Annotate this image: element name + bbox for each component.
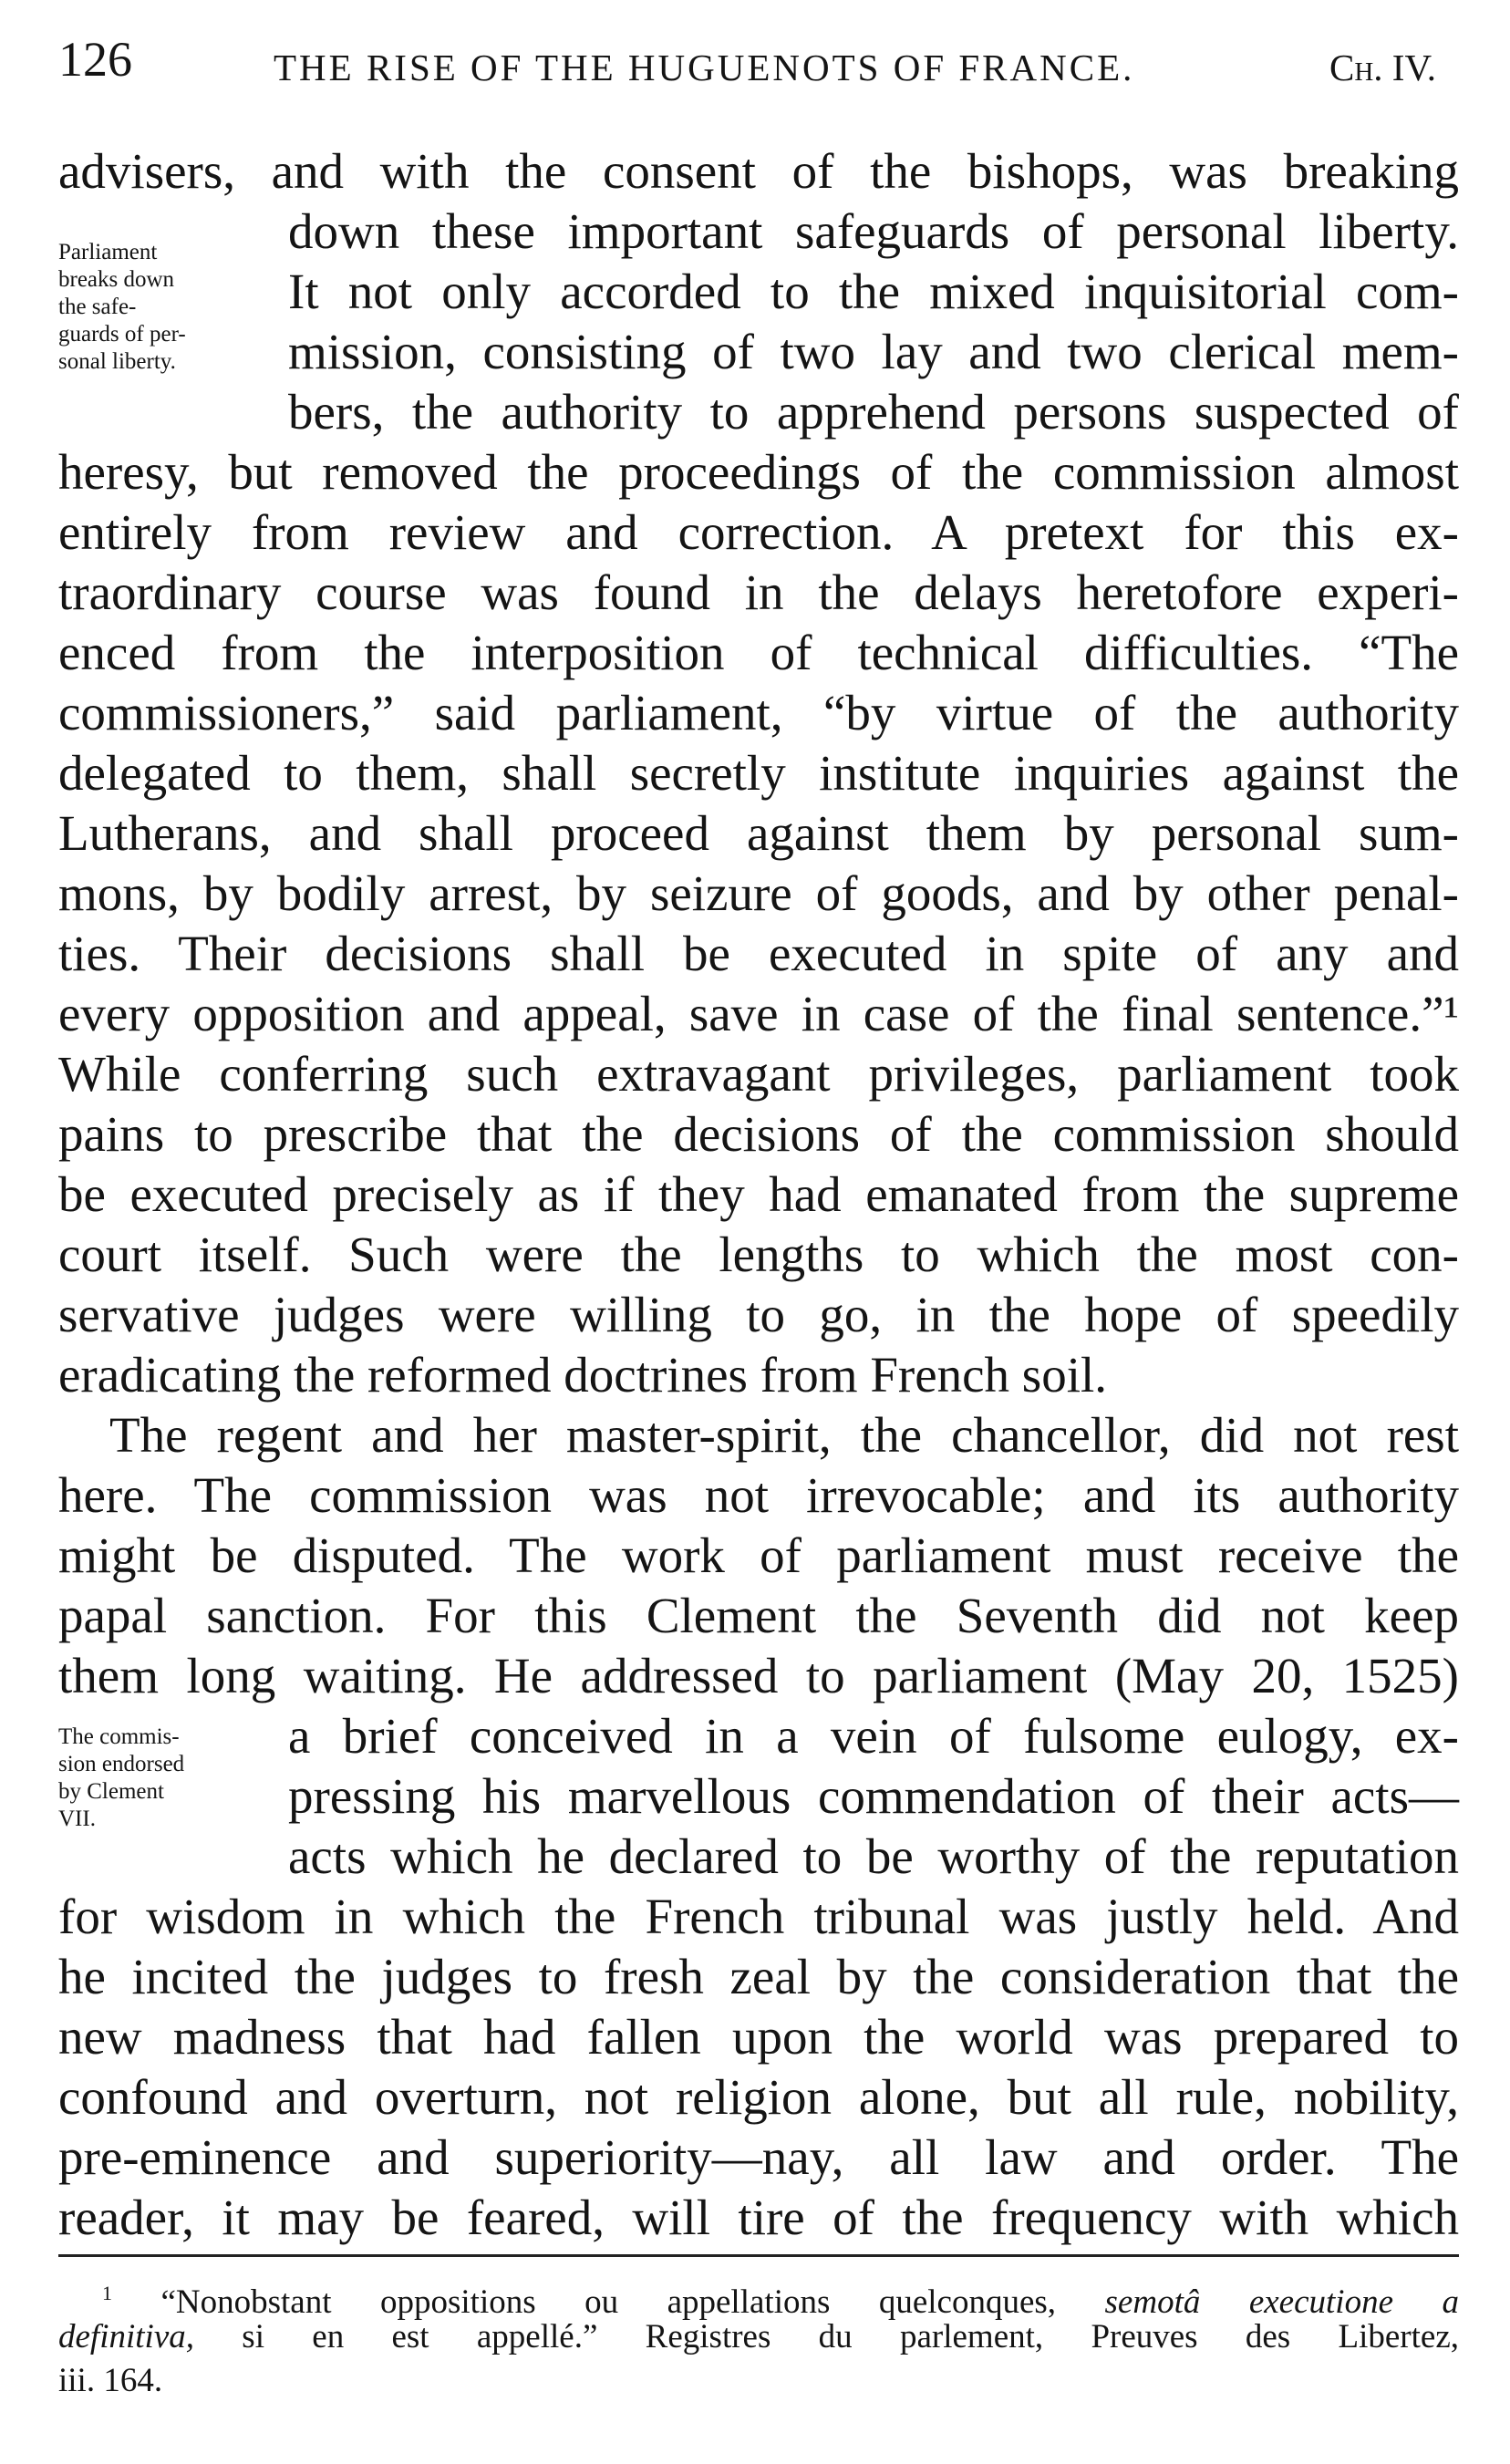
running-header (0, 26, 1510, 89)
body-line: heresy, but removed the proceedings of the commission almost (58, 444, 1459, 500)
body-line: servative judges were willing to go, in the hope of speedily (58, 1287, 1459, 1342)
body-line: acts which he declared to be worthy of the reputation (288, 1828, 1459, 1884)
body-line: for wisdom in which the French tribunal was justly held. And (58, 1889, 1459, 1944)
body-line: pains to prescribe that the decisions of the commission should (58, 1106, 1459, 1162)
body-line: new madness that had fallen upon the world was prepared to (58, 2009, 1459, 2065)
sidenote-clement (58, 1724, 277, 1833)
body-line: enced from the interposition of technical difficulties. “The (58, 625, 1459, 680)
body-line: might be disputed. The work of parliament must receive the (58, 1527, 1459, 1583)
footnote-latin-2: definitiva, (58, 2318, 194, 2355)
body-line: down these important safeguards of personal liberty. (288, 203, 1459, 259)
sidenote-line: sion endorsed (58, 1752, 185, 1776)
body-line: The regent and her master-spirit, the chancellor, did not rest (109, 1407, 1459, 1463)
body-line: mission, consisting of two lay and two clerical mem- (288, 324, 1459, 379)
footnote-marker: 1 (102, 2282, 112, 2304)
body-line: mons, by bodily arrest, by seizure of goods, and by other penal- (58, 865, 1459, 921)
body-line: delegated to them, shall secretly institute inquiries against the (58, 745, 1459, 801)
body-line: here. The commission was not irrevocable; and its authority (58, 1467, 1459, 1523)
body-line: Lutherans, and shall proceed against them by personal sum- (58, 805, 1459, 861)
footnote-citation: si en est appellé.” Registres du parlement, Preuves des Libertez, (194, 2318, 1459, 2355)
body-line: them long waiting. He addressed to parliament (May 20, 1525) (58, 1648, 1459, 1703)
body-line: reader, it may be feared, will tire of the frequency with which (58, 2190, 1459, 2245)
body-line: It not only accorded to the mixed inquisitorial com- (288, 264, 1459, 319)
body-line: court itself. Such were the lengths to which the most con- (58, 1227, 1459, 1282)
sidenote-line: the safe- (58, 295, 137, 319)
chapter-label: Ch. IV. (1329, 47, 1437, 88)
footnote-line (102, 2272, 1459, 2321)
footnote-quote: “Nonobstant oppositions ou appellations quelconques, (160, 2283, 1105, 2321)
body-line: confound and overturn, not religion alone, but all rule, nobility, (58, 2069, 1459, 2125)
body-line: be executed precisely as if they had emanated from the supreme (58, 1166, 1459, 1222)
sidenote-parliament (58, 239, 277, 376)
body-line: commissioners,” said parliament, “by virtue of the authority (58, 685, 1459, 740)
body-line: pre-eminence and superiority—nay, all law and order. The (58, 2129, 1459, 2185)
body-line: pressing his marvellous commendation of their acts— (288, 1768, 1459, 1824)
footnote-rule (58, 2254, 1459, 2257)
sidenote-line: VII. (58, 1807, 96, 1831)
body-line: ties. Their decisions shall be executed in spite of any and (58, 926, 1459, 981)
body-line: papal sanction. For this Clement the Seventh did not keep (58, 1588, 1459, 1643)
body-line: every opposition and appeal, save in case of the final sentence.”¹ (58, 986, 1459, 1041)
body-line: traordinary course was found in the delays heretofore experi- (58, 564, 1459, 620)
sidenote-line: Parliament (58, 240, 158, 264)
footnote-line (58, 2316, 1459, 2358)
footnote-line: iii. 164. (58, 2362, 163, 2399)
body-line: a brief conceived in a vein of fulsome eulogy, ex- (288, 1708, 1459, 1764)
page-number: 126 (58, 32, 132, 87)
body-line: entirely from review and correction. A pretext for this ex- (58, 504, 1459, 560)
footnote-latin-1: semotâ executione a (1104, 2283, 1459, 2321)
sidenote-line: sonal liberty. (58, 349, 176, 374)
sidenote-line: breaks down (58, 267, 175, 292)
running-title: THE RISE OF THE HUGUENOTS OF FRANCE. (274, 47, 1135, 88)
sidenote-line: The commis- (58, 1724, 180, 1749)
body-line: bers, the authority to apprehend persons suspected of (288, 384, 1459, 440)
body-line: he incited the judges to fresh zeal by the consideration that the (58, 1949, 1459, 2004)
body-line: While conferring such extravagant privileges, parliament took (58, 1046, 1459, 1102)
sidenote-line: guards of per- (58, 322, 186, 347)
body-line: eradicating the reformed doctrines from French soil. (58, 1347, 1108, 1403)
body-line: advisers, and with the consent of the bishops, was breaking (58, 143, 1459, 199)
sidenote-line: by Clement (58, 1779, 164, 1804)
